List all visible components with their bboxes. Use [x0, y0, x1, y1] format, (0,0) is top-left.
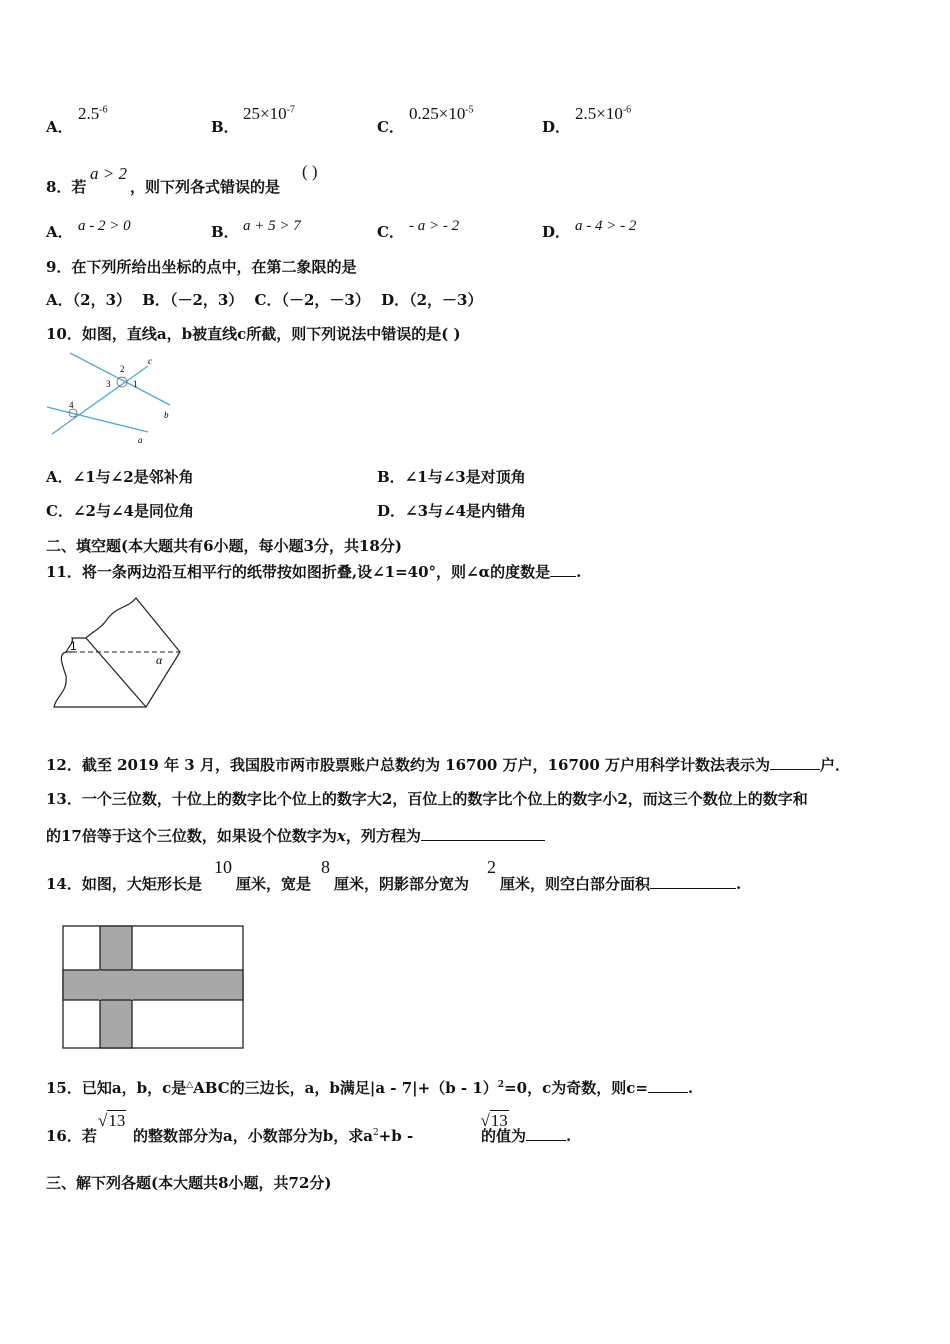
horizontal-shaded-strip	[63, 970, 243, 1000]
q15-text: 15．已知a，b，c是	[46, 1079, 187, 1097]
q15-text2: ABC的三边长，a，b满足|a - 7|+（b - 1）	[193, 1079, 498, 1097]
q7-b-base: 25×10	[243, 104, 287, 123]
q12	[46, 754, 850, 775]
q9-option-b-value: （－2，3）	[169, 291, 244, 309]
q8-option-d-label: D．	[542, 223, 571, 241]
q16-radicand-b: 13	[490, 1111, 508, 1130]
q7-option-c-label: C．	[377, 118, 404, 136]
q15	[46, 1077, 693, 1098]
q12-end: 户．	[820, 756, 851, 774]
triangle-symbol: △	[186, 1080, 194, 1090]
q10-c-value: ∠2与∠4是同位角	[72, 502, 194, 520]
q11-figure	[48, 592, 188, 712]
q11-text	[46, 561, 581, 582]
q10-option-b	[377, 466, 526, 487]
q14-p2: 厘米，宽是	[236, 875, 312, 893]
q7-a-base: 2.5	[78, 104, 100, 123]
q14-end: .	[736, 875, 742, 893]
q15-end: .	[687, 1079, 694, 1097]
q11-answer-blank[interactable]	[550, 562, 576, 577]
label-angle-1: 1	[70, 639, 77, 653]
q8-option-a-value: a - 2 > 0	[78, 218, 131, 234]
q12-answer-blank[interactable]	[770, 755, 820, 770]
q16-sqrt-13-b: √13	[480, 1111, 508, 1130]
q16-end: .	[566, 1127, 572, 1145]
q8-option-c-value: - a > - 2	[409, 218, 460, 234]
q7-c-base: 0.25×10	[409, 104, 466, 123]
line-b	[70, 353, 170, 405]
q7-option-d-label: D．	[542, 118, 571, 136]
fold-line	[86, 638, 146, 707]
label-c: c	[148, 356, 152, 366]
q8-option-b-value: a + 5 > 7	[243, 218, 301, 234]
q9-option-d-value: （2，－3）	[409, 291, 483, 309]
q15-answer-blank[interactable]	[648, 1078, 688, 1093]
q11-end: .	[576, 563, 582, 581]
q8-suffix: ，则下列各式错误的是	[130, 178, 281, 196]
q16-radicand: 13	[108, 1111, 126, 1130]
q11-text-body: 11．将一条两边沿互相平行的纸带按如图折叠,设∠1=40°，则∠α的度数是	[46, 563, 551, 581]
q14-answer-blank[interactable]	[650, 874, 736, 889]
q16-answer-blank[interactable]	[526, 1126, 566, 1141]
q10-c-label: C．	[46, 502, 73, 520]
q10-option-c	[46, 500, 194, 521]
q14-p4-text: 厘米，则空白部分面积	[500, 875, 651, 893]
q9-options	[46, 289, 483, 310]
q7-option-c-value	[409, 104, 474, 124]
q7-d-base: 2.5×10	[575, 104, 623, 123]
label-4: 4	[69, 400, 74, 410]
q10-text: 10．如图，直线a，b被直线c所截，则下列说法中错误的是( )	[46, 325, 461, 343]
q8-option-b-label: B．	[211, 223, 239, 241]
q7-option-a-label: A．	[46, 118, 73, 136]
q10-option-d	[377, 500, 526, 521]
q16-p3-text: +b -	[378, 1127, 414, 1145]
label-2: 2	[120, 364, 125, 374]
q7-option-d-value	[575, 104, 631, 124]
q9-option-a-value: （2，3）	[72, 291, 132, 309]
q16-p2-text: 的整数部分为a，小数部分为b，求a	[133, 1127, 373, 1145]
q13-answer-blank[interactable]	[421, 826, 545, 841]
q15-superscript: 2	[497, 1080, 505, 1090]
q9-option-c-value: （－2，－3）	[281, 291, 370, 309]
q16-superscript: 2	[372, 1128, 379, 1138]
q16-p4-text: 的值为	[481, 1127, 527, 1145]
q16-p1: 16．若	[46, 1127, 97, 1145]
q8-condition: a > 2	[90, 164, 127, 183]
label-3: 3	[106, 379, 111, 389]
q8-prefix: 8．若	[46, 178, 87, 196]
line-a	[47, 407, 148, 432]
q9-option-d-label: D．	[381, 291, 410, 309]
q9-option-c-label: C．	[254, 291, 282, 309]
q16-p4	[481, 1125, 571, 1146]
q10-d-label: D．	[377, 502, 406, 520]
q13-line1: 13．一个三位数，十位上的数字比个位上的数字大2，百位上的数字比个位上的数字小2，而这三个数位上的数字和	[46, 790, 808, 808]
q14-shade-width: 2	[487, 857, 496, 877]
q8-option-c-label: C．	[377, 223, 404, 241]
q13-line2-text: 的17倍等于这个三位数，如果设个位数字为	[46, 827, 337, 845]
q14-width: 8	[321, 857, 330, 877]
q9-text: 9．在下列所给出坐标的点中，在第二象限的是	[46, 258, 357, 276]
q7-b-exp: -7	[286, 104, 295, 116]
q10-figure	[42, 350, 182, 450]
q10-b-label: B．	[377, 468, 405, 486]
label-alpha: α	[156, 653, 163, 667]
q14-figure	[62, 925, 246, 1051]
q10-a-label: A．	[46, 468, 73, 486]
q13-variable: x	[336, 827, 346, 845]
q10-option-a	[46, 466, 194, 487]
q10-a-value: ∠1与∠2是邻补角	[72, 468, 194, 486]
q13-line2-tail: ，列方程为	[345, 827, 421, 845]
q14-length: 10	[214, 857, 232, 877]
q7-d-exp: -6	[622, 104, 632, 116]
q7-option-a-value	[78, 104, 108, 124]
q13-line2	[46, 825, 545, 846]
q16-p2	[133, 1125, 413, 1146]
q7-a-exp: -6	[99, 104, 108, 116]
q10-b-value: ∠1与∠3是对顶角	[404, 468, 526, 486]
q14-p1: 14．如图，大矩形长是	[46, 875, 202, 893]
q7-option-b-label: B．	[211, 118, 239, 136]
q12-text: 12．截至 2019 年 3 月，我国股市两市股票账户总数约为 16700 万户，16700 万户用科学计数法表示为	[46, 756, 770, 774]
label-a: a	[138, 435, 143, 445]
label-1: 1	[133, 379, 138, 389]
q7-c-exp: -5	[465, 104, 474, 116]
q7-option-b-value	[243, 104, 295, 124]
q8-paren: ( )	[302, 162, 318, 181]
q14-p4	[500, 873, 741, 894]
q15-text3: =0，c为奇数，则c=	[504, 1079, 648, 1097]
section-2-heading: 二、填空题(本大题共有6小题，每小题3分，共18分)	[46, 537, 402, 555]
q10-d-value: ∠3与∠4是内错角	[405, 502, 527, 520]
q8-option-d-value: a - 4 > - 2	[575, 218, 637, 234]
section-3-heading: 三、解下列各题(本大题共8小题，共72分)	[46, 1174, 332, 1192]
q14-p3: 厘米，阴影部分宽为	[334, 875, 470, 893]
line-c	[52, 366, 148, 434]
q9-option-a-label: A．	[46, 291, 73, 309]
label-b: b	[164, 410, 169, 420]
q16-sqrt-13: √13	[98, 1111, 126, 1130]
q9-option-b-label: B．	[142, 291, 170, 309]
q8-option-a-label: A．	[46, 223, 73, 241]
